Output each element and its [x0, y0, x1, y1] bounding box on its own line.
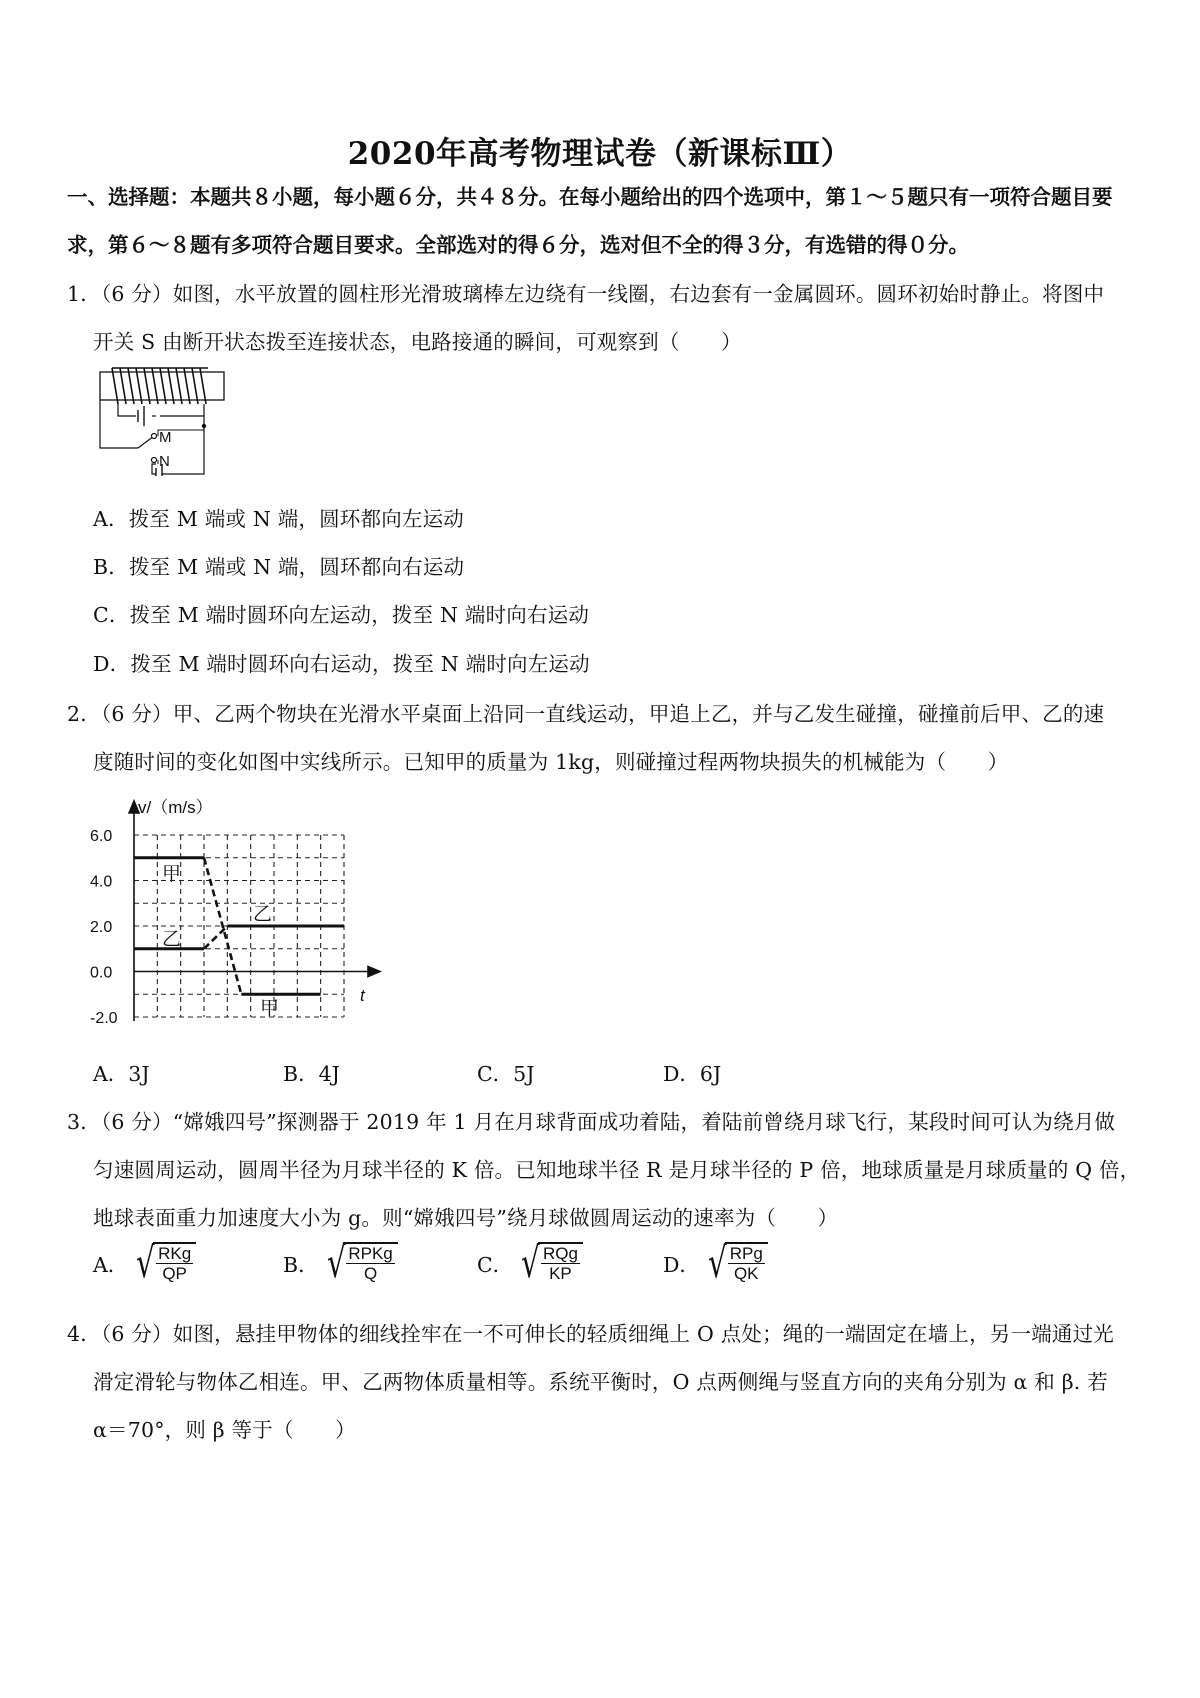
section-instructions-line2: 求，第６～８题有多项符合题目要求。全部选对的得６分，选对但不全的得３分，有选错的得０分。 [67, 233, 969, 257]
q4-stem-line2: 滑定滑轮与物体乙相连。甲、乙两物体质量相等。系统平衡时，O 点两侧绳与竖直方向的夹角分别为 α 和 β. 若 [93, 1370, 1108, 1394]
y-tick-label: 4.0 [90, 873, 113, 891]
q1-option-a[interactable]: A．拨至 M 端或 N 端，圆环都向左运动 [93, 507, 464, 531]
y-axis-label: v/（m/s） [138, 798, 213, 817]
y-tick-label: 2.0 [90, 919, 113, 936]
q3-option-d[interactable] [663, 1238, 768, 1287]
q1-stem-line1: 1．（6 分）如图，水平放置的圆柱形光滑玻璃棒左边绕有一线圈，右边套有一金属圆环。圆环初始时静止。将图中 [67, 282, 1105, 306]
q2-option-b[interactable]: B．4J [283, 1062, 340, 1086]
numerator: RKg [158, 1244, 192, 1263]
q1-option-c[interactable]: C．拨至 M 端时圆环向左运动，拨至 N 端时向右运动 [93, 603, 590, 627]
option-label: A． [93, 1253, 129, 1277]
series-label-jia-before: 甲 [162, 863, 182, 885]
denominator: Q [363, 1264, 378, 1283]
y-tick-label: 6.0 [90, 828, 113, 845]
numerator: RPg [729, 1244, 763, 1263]
sqrt-expression [319, 1238, 398, 1287]
sqrt-expression [700, 1238, 768, 1287]
series-label-jia-after: 甲 [260, 998, 280, 1020]
label-m: M [159, 429, 172, 446]
q3-option-c[interactable] [477, 1238, 583, 1287]
page-title: 2020年高考物理试卷（新课标Ⅲ） [347, 136, 853, 172]
y-tick-labels [90, 828, 118, 1027]
x-axis-arrow-icon [368, 967, 380, 977]
q2-velocity-time-chart [88, 795, 388, 1035]
option-label: C． [477, 1253, 514, 1277]
q2-stem-line1: 2．（6 分）甲、乙两个物块在光滑水平桌面上沿同一直线运动，甲追上乙，并与乙发生碰撞，碰撞前后甲、乙的速 [67, 702, 1105, 726]
option-label: D． [663, 1253, 700, 1277]
sqrt-icon: √ [707, 1238, 727, 1287]
series-yi-transition [204, 926, 227, 949]
numerator: RPKg [348, 1244, 393, 1263]
q3-stem-line2: 匀速圆周运动，圆周半径为月球半径的 K 倍。已知地球半径 R 是月球半径的 P 倍，地球质量是月球质量的 Q 倍， [93, 1158, 1141, 1182]
terminal-n [152, 458, 157, 463]
denominator: KP [549, 1264, 572, 1283]
series-label-yi-after: 乙 [253, 904, 273, 925]
option-label: B． [283, 1253, 319, 1277]
q3-stem-line3: 地球表面重力加速度大小为 g。则“嫦娥四号”绕月球做圆周运动的速率为（ ） [93, 1206, 839, 1230]
battery-top [138, 406, 144, 426]
label-n: N [159, 453, 170, 470]
q2-option-a[interactable]: A．3J [93, 1062, 150, 1086]
q2-option-d[interactable]: D．6J [663, 1062, 722, 1086]
q4-stem-line1: 4．（6 分）如图，悬挂甲物体的细线拴牢在一不可伸长的轻质细绳上 O 点处；绳的一端固定在墙上，另一端通过光 [67, 1322, 1114, 1346]
sqrt-expression [128, 1238, 196, 1287]
q3-option-a[interactable] [93, 1238, 196, 1287]
x-axis-label: t [360, 986, 365, 1005]
coil [112, 368, 208, 404]
y-tick-label: -2.0 [90, 1010, 118, 1027]
q1-circuit-figure [96, 364, 228, 476]
q2-option-c[interactable]: C．5J [477, 1062, 535, 1086]
junction-dot [202, 424, 206, 428]
denominator: QK [733, 1264, 759, 1283]
sqrt-expression [513, 1238, 583, 1287]
denominator: QP [162, 1264, 187, 1283]
sqrt-icon: √ [326, 1238, 346, 1287]
section-instructions-line1: 一、选择题：本题共８小题，每小题６分，共４８分。在每小题给出的四个选项中，第１～５题只有一项符合题目要 [67, 185, 1113, 209]
y-tick-label: 0.0 [90, 964, 113, 982]
numerator: RQg [542, 1244, 578, 1263]
q4-stem-line3: α＝70°，则 β 等于（ ） [93, 1418, 356, 1442]
series-label-yi-before: 乙 [162, 928, 182, 950]
sqrt-icon: √ [136, 1238, 156, 1287]
sqrt-icon: √ [521, 1238, 540, 1287]
chart-series [134, 858, 344, 1020]
q3-stem-line1: 3．（6 分）“嫦娥四号”探测器于 2019 年 1 月在月球背面成功着陆，着陆前曾绕月球飞行，某段时间可认为绕月做 [67, 1110, 1116, 1134]
q3-option-b[interactable] [283, 1238, 398, 1287]
terminal-m [152, 434, 157, 439]
q1-option-d[interactable]: D．拨至 M 端时圆环向右运动，拨至 N 端时向左运动 [93, 652, 590, 676]
q2-stem-line2: 度随时间的变化如图中实线所示。已知甲的质量为 1kg，则碰撞过程两物块损失的机械能为（ ） [93, 750, 1009, 774]
q1-stem-line2: 开关 S 由断开状态拨至连接状态，电路接通的瞬间，可观察到（ ） [93, 330, 742, 354]
q1-option-b[interactable]: B．拨至 M 端或 N 端，圆环都向右运动 [93, 555, 465, 579]
